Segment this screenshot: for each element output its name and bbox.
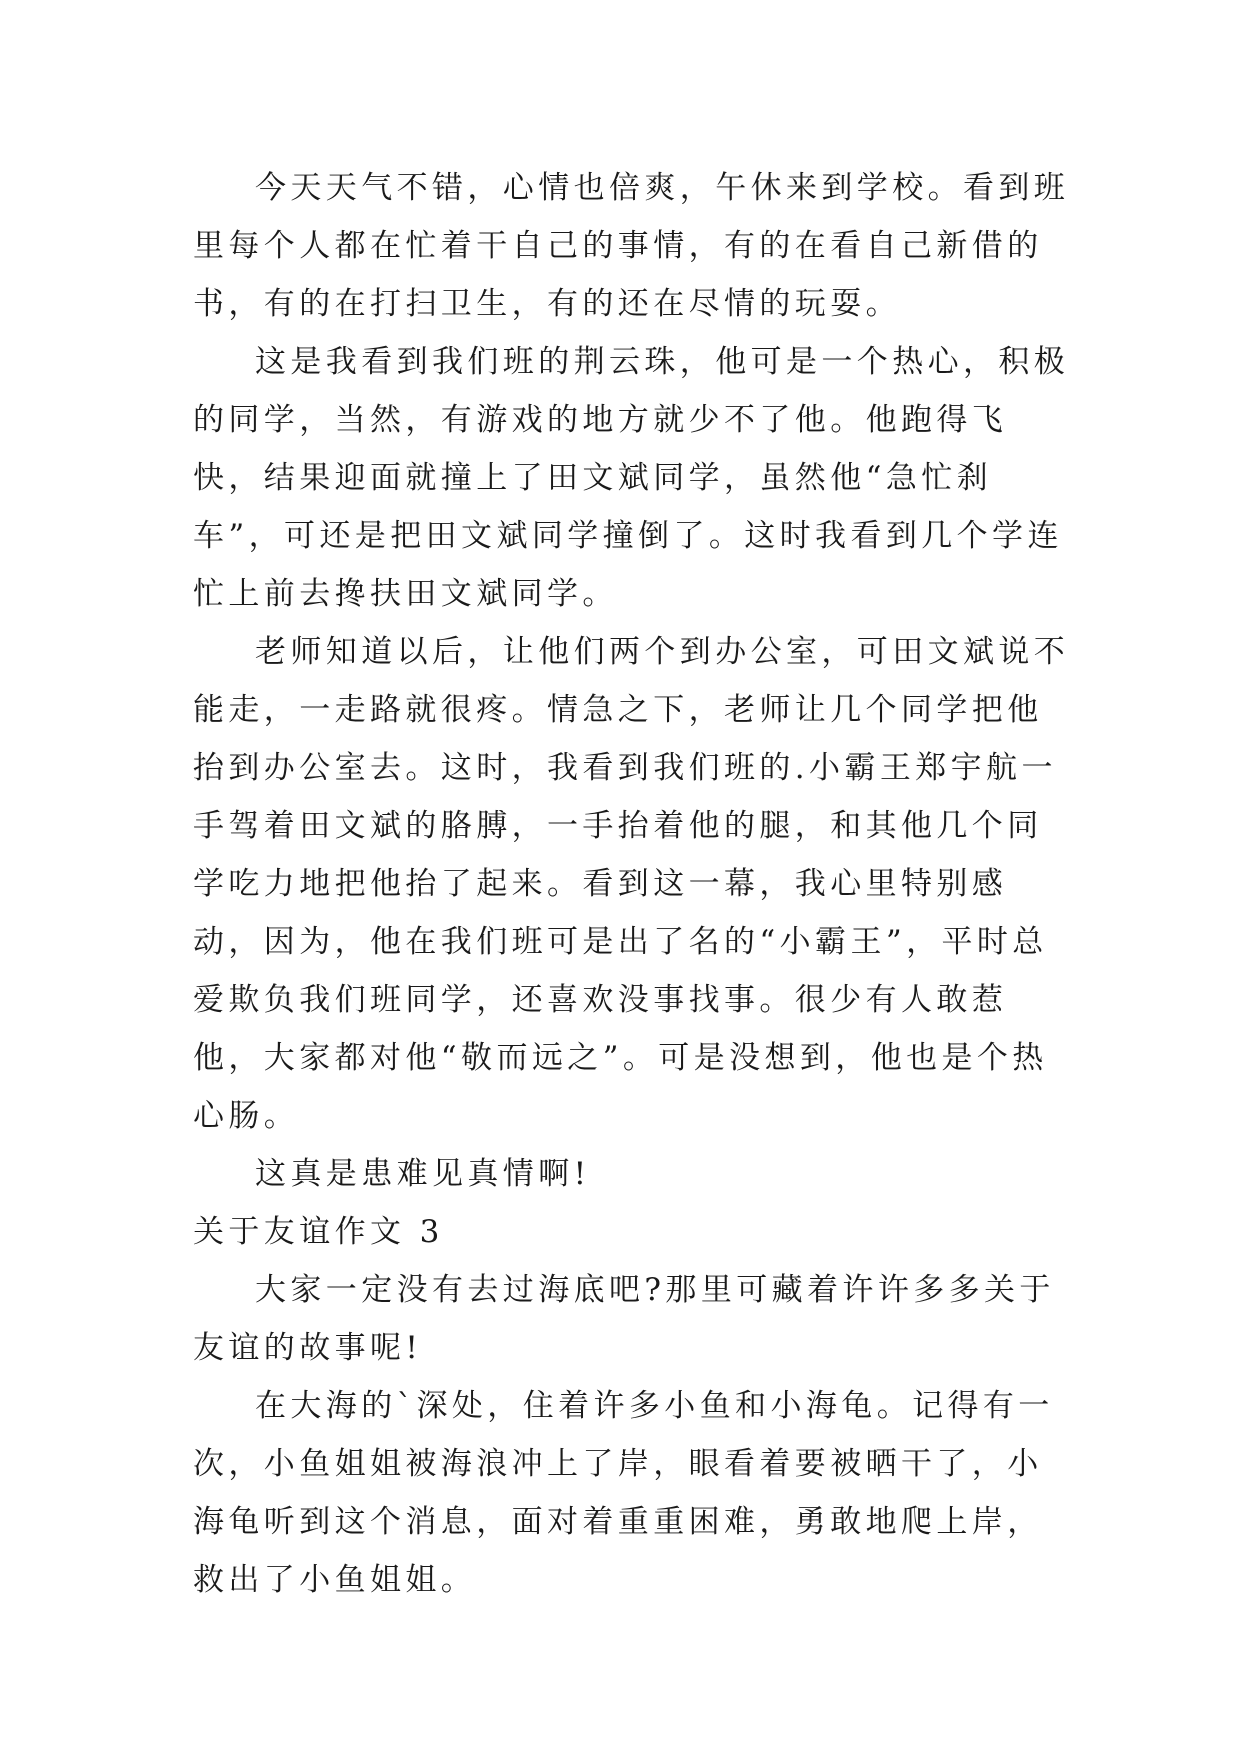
paragraph-6: 在大海的`深处，住着许多小鱼和小海龟。记得有一次，小鱼姐姐被海浪冲上了岸，眼看着要被晒干了，小海龟听到这个消息，面对着重重困难，勇敢地爬上岸，救出了小鱼姐姐。 [193, 1388, 1054, 1598]
paragraph-1: 今天天气不错，心情也倍爽，午休来到学校。看到班里每个人都在忙着干自己的事情，有的在看自己新借的书，有的在打扫卫生，有的还在尽情的玩耍。 [193, 170, 1070, 322]
section-heading: 关于友谊作文 3 [193, 1214, 444, 1250]
paragraph-4: 这真是患难见真情啊! [255, 1156, 591, 1192]
paragraph-5: 大家一定没有去过海底吧?那里可藏着许许多多关于友谊的故事呢! [193, 1272, 1055, 1366]
document-body [193, 159, 1073, 1609]
paragraph-3: 老师知道以后，让他们两个到办公室，可田文斌说不能走，一走路就很疼。情急之下，老师让几个同学把他抬到办公室去。这时，我看到我们班的.小霸王郑宇航一手驾着田文斌的胳膊，一手抬着他的腿，和其他几个同学吃力地把他抬了起来。看到这一幕，我心里特别感动，因为，他在我们班可是出了名的“小霸王”，平时总爱欺负我们班同学，还喜欢没事找事。很少有人敢惹他，大家都对他“敬而远之”。可是没想到，他也是个热心肠。 [193, 634, 1070, 1134]
paragraph-2: 这是我看到我们班的荆云珠，他可是一个热心，积极的同学，当然，有游戏的地方就少不了他。他跑得飞快，结果迎面就撞上了田文斌同学，虽然他“急忙刹车”，可还是把田文斌同学撞倒了。这时我看到几个学连忙上前去搀扶田文斌同学。 [193, 344, 1070, 612]
